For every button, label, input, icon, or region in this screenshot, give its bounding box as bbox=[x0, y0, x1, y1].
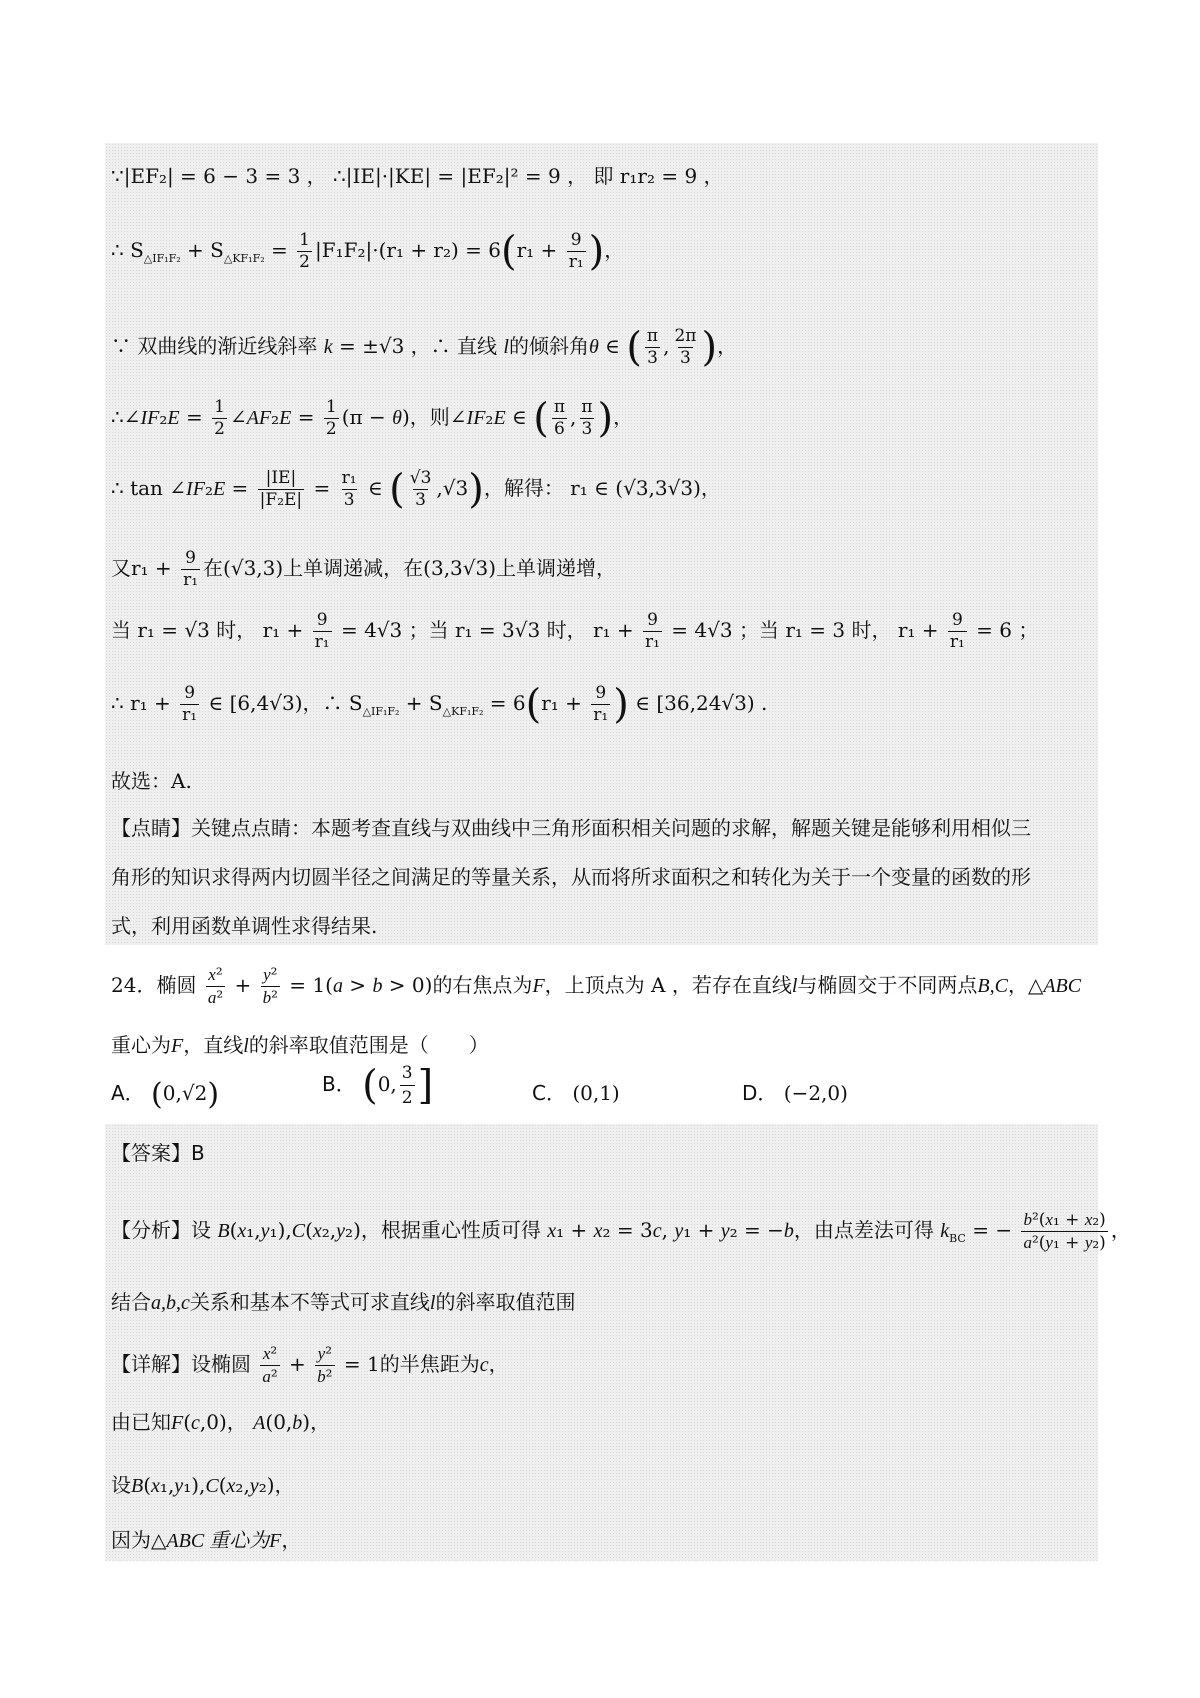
detail-line-3: 设B(x₁,y₁),C(x₂,y₂)， bbox=[111, 1473, 295, 1497]
solution-line-6: 又r₁ + $\frac{9}{\text{r₁}}$ 在(√3,3)上单调递减，在(3,3√3)上单调递增， bbox=[111, 548, 617, 590]
let-points-text: 设 bbox=[111, 1473, 131, 1497]
analysis-line-1: 【分析】设 B(x₁,y₁),C(x₂,y₂)，根据重心性质可得 x₁ + x₂ = 3c, y₁ + y₂ = −b，由点差法可得 $k_{BC}$ = − $\frac{\text{b²(x₁ + x₂)}}{\text{a²(y₁ + y₂)}}$ ， bbox=[111, 1210, 1131, 1253]
because-text: 因为 bbox=[111, 1528, 151, 1552]
line-label-text: ，直线 bbox=[183, 1033, 244, 1057]
dianjing-line-3: 式，利用函数单调性求得结果. bbox=[111, 914, 378, 938]
when-text: 当 bbox=[111, 618, 131, 642]
option-d[interactable]: D． (−2,0) bbox=[742, 1081, 848, 1105]
question-24-stem-2: 重心为F，直线l的斜率取值范围是（ ） bbox=[111, 1033, 489, 1057]
solution-line-5: ∴ tan ∠IF₂E = $\frac{|IE|}{\text{|F₂E|}}$ = $\frac{\text{r₁}}{3}$ ∈ ( $\frac{√3}{3}$ ,√3)，解得： r₁ ∈ (√3,3√3)， bbox=[111, 466, 721, 513]
given-text: 由已知 bbox=[111, 1410, 171, 1434]
range-text: 的斜率取值范围 bbox=[435, 1290, 576, 1314]
centroid-text: 重心为 bbox=[111, 1033, 171, 1057]
dianjing-text-1: 关键点点睛：本题考查直线与双曲线中三角形面积相关问题的求解，解题关键是能够利用相似三 bbox=[191, 816, 1031, 840]
line-text: ，∴ 直线 bbox=[410, 334, 498, 358]
increasing-text: 上单调递增， bbox=[496, 556, 617, 580]
analysis-label: 【分析】 bbox=[111, 1218, 191, 1242]
detail-line-2: 由已知F(c,0)， A(0,b)， bbox=[111, 1410, 331, 1434]
relation-text: 关系和基本不等式可求直线 bbox=[189, 1290, 430, 1314]
point-difference-text: ，由点差法可得 bbox=[793, 1218, 934, 1242]
dianjing-line-1 bbox=[111, 818, 1031, 838]
question-24-stem-1: 24．椭圆 $\frac{\text{x²}}{\text{a²}}$ + $\frac{\text{y²}}{\text{b²}}$ = 1(a > b > 0)的右焦点为F，上顶点为 A ，若存在直线l与椭圆交于不同两点B,C，△ABC bbox=[111, 965, 1082, 1008]
option-b[interactable]: B． (0, $\frac{3}{2}$ ] bbox=[322, 1062, 434, 1109]
intersect-text: 与椭圆交于不同两点 bbox=[797, 973, 978, 997]
ellipse-text: 椭圆 bbox=[156, 973, 197, 997]
angle-text: 的倾斜角 bbox=[508, 334, 589, 358]
solution-line-4: ∴∠IF₂E = $\frac{1}{2}$ ∠AF₂E = $\frac{1}{2}$ (π − θ)，则∠IF₂E ∈ ( $\frac{\pi}{6}$ , $\frac{\pi}{3}$ )， bbox=[111, 395, 634, 442]
then-text: ，则 bbox=[409, 405, 450, 429]
solution-line-1: ∵|EF₂| = 6 − 3 = 3 ， ∴|IE|·|KE| = |EF₂|² = 9 ， 即 r₁r₂ = 9 ， bbox=[111, 164, 724, 188]
option-d-label: D． bbox=[742, 1081, 778, 1105]
focus-text: 的右焦点为 bbox=[432, 973, 533, 997]
analysis-line-2: 结合a,b,c关系和基本不等式可求直线l的斜率取值范围 bbox=[111, 1290, 576, 1314]
solution-line-7: 当 r₁ = √3 时， r₁ + $\frac{9}{\text{r₁}}$ = 4√3 ；当 r₁ = 3√3 时， r₁ + $\frac{9}{\text{r₁}}$ = 4√3 ；当 r₁ = 3 时， r₁ + $\frac{9}{\text{r₁}}$ = 6 ； bbox=[111, 610, 1039, 652]
asymptote-text: ∵ 双曲线的渐近线斜率 bbox=[111, 334, 318, 358]
let-ellipse-text: 设椭圆 bbox=[191, 1352, 251, 1376]
in-text: 在 bbox=[203, 556, 224, 580]
option-a-label: A． bbox=[111, 1081, 145, 1105]
solution-line-3: ∵ 双曲线的渐近线斜率 k = ±√3 ，∴ 直线 l的倾斜角θ ∈ ( $\frac{\pi}{3}$ , $\frac{2\pi}{3}$ )， bbox=[111, 324, 738, 371]
detail-line-1: 【详解】设椭圆 $\frac{\text{x²}}{\text{a²}}$ + $\frac{\text{y²}}{\text{b²}}$ = 1的半焦距为c， bbox=[111, 1344, 509, 1387]
comma-text: ， bbox=[1007, 973, 1028, 997]
detail-label: 【详解】 bbox=[111, 1352, 191, 1376]
triangle-centroid-text: ABC 重心为 bbox=[166, 1530, 270, 1552]
option-b-label: B． bbox=[322, 1072, 356, 1096]
centroid-property-text: ，根据重心性质可得 bbox=[360, 1218, 541, 1242]
solution-line-8: ∴ r₁ + $\frac{9}{\text{r₁}}$ ∈ [6,4√3)，∴ $S_{\triangle IF_1F_2} + S_{\triangle KF_1F_2} = 6(r_1$ + $\frac{9}{\text{r₁}}$ ) ∈ [36,24√3) . bbox=[111, 681, 768, 728]
solution-line-2: ∴ $S_{\triangle IF_1F_2} + S_{\triangle KF_1F_2}$ = $\frac{1}{2}$ |F₁F₂|·(r₁ + r₂) = 6(r₁ + $\frac{9}{\text{r₁}}$ )， bbox=[111, 228, 625, 275]
slope-range-text: 的斜率取值范围是（ ） bbox=[248, 1033, 489, 1057]
let-text: 设 bbox=[191, 1218, 211, 1242]
answer-label: 【答案】 bbox=[111, 1141, 191, 1165]
semi-focal-text: 的半焦距为 bbox=[379, 1352, 480, 1376]
vertex-text: ，上顶点为 A ，若存在直线 bbox=[544, 973, 792, 997]
answer-line bbox=[111, 1143, 205, 1163]
solve-text: ，解得： bbox=[483, 476, 564, 500]
option-c[interactable]: C． (0,1) bbox=[532, 1081, 620, 1105]
combine-text: 结合 bbox=[111, 1290, 151, 1314]
area-sum-prefix: ∴ S bbox=[111, 238, 144, 262]
answer-value: B bbox=[191, 1141, 205, 1165]
trailing-comma: ， bbox=[281, 1528, 302, 1552]
also-text: 又 bbox=[111, 556, 131, 580]
dianjing-line-2: 角形的知识求得两内切圆半径之间满足的等量关系，从而将所求面积之和转化为关于一个变量的函数的形 bbox=[111, 865, 1031, 889]
option-c-label: C． bbox=[532, 1081, 566, 1105]
choose-answer: 故选：A. bbox=[111, 769, 192, 793]
option-a[interactable]: A． (0,√2) bbox=[111, 1077, 220, 1112]
time-text: 时， bbox=[216, 618, 257, 642]
decreasing-text: 上单调递减，在 bbox=[283, 556, 424, 580]
question-number: 24． bbox=[111, 973, 157, 997]
detail-line-4: 因为△ABC 重心为F， bbox=[111, 1528, 302, 1552]
dianjing-label: 【点睛】 bbox=[111, 816, 191, 840]
